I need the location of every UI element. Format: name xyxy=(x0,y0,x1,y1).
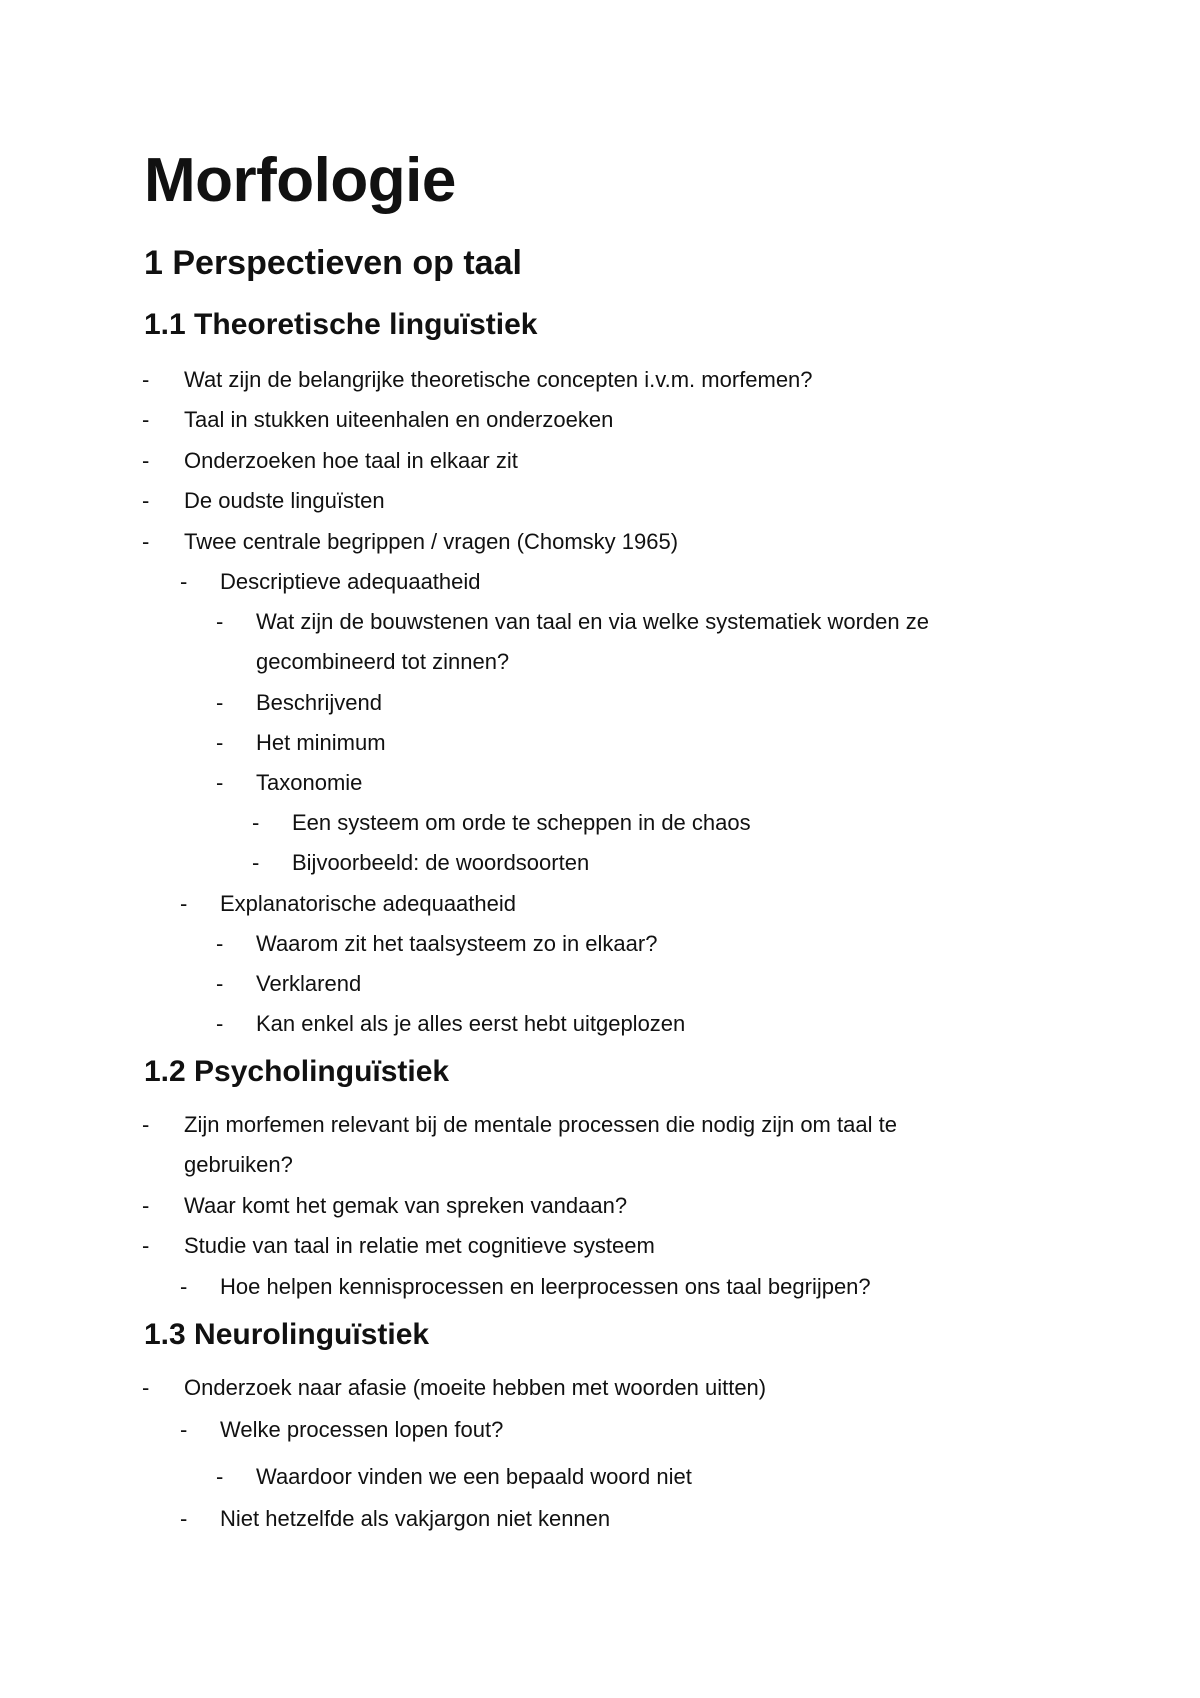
bullet-dash: - xyxy=(180,569,188,594)
bullet-dash: - xyxy=(142,1233,150,1258)
bullet-dash: - xyxy=(252,810,260,835)
list-item: Het minimum xyxy=(256,730,386,755)
list-item: Studie van taal in relatie met cognitieve systeem xyxy=(184,1233,655,1258)
list-item: De oudste linguïsten xyxy=(184,488,385,513)
bullet-dash: - xyxy=(142,407,150,432)
bullet-dash: - xyxy=(180,1417,188,1442)
list-item: Twee centrale begrippen / vragen (Chomsky 1965) xyxy=(184,529,679,554)
chapter-heading: 1 Perspectieven op taal xyxy=(144,244,522,282)
section-heading-1-3: 1.3 Neurolinguïstiek xyxy=(144,1318,430,1351)
bullet-dash: - xyxy=(180,1506,188,1531)
list-item: Verklarend xyxy=(256,971,362,996)
list-item-continuation: gecombineerd tot zinnen? xyxy=(256,649,510,674)
bullet-dash: - xyxy=(216,609,224,634)
list-item: Welke processen lopen fout? xyxy=(220,1417,504,1442)
list-item: Explanatorische adequaatheid xyxy=(220,891,517,916)
bullet-dash: - xyxy=(142,1375,150,1400)
bullet-dash: - xyxy=(216,1464,224,1489)
bullet-dash: - xyxy=(180,891,188,916)
bullet-dash: - xyxy=(142,367,150,392)
bullet-dash: - xyxy=(216,971,224,996)
bullet-dash: - xyxy=(142,448,150,473)
list-item: Hoe helpen kennisprocessen en leerprocessen ons taal begrijpen? xyxy=(220,1274,871,1299)
bullet-dash: - xyxy=(216,770,224,795)
bullet-dash: - xyxy=(142,488,150,513)
list-item: Beschrijvend xyxy=(256,690,382,715)
list-item: Waar komt het gemak van spreken vandaan? xyxy=(184,1193,628,1218)
bullet-dash: - xyxy=(142,1193,150,1218)
list-item: Zijn morfemen relevant bij de mentale processen die nodig zijn om taal te xyxy=(184,1112,897,1137)
list-item: Waarom zit het taalsysteem zo in elkaar? xyxy=(256,931,658,956)
list-item: Bijvoorbeeld: de woordsoorten xyxy=(292,850,590,875)
bullet-dash: - xyxy=(252,850,260,875)
list-item: Waardoor vinden we een bepaald woord niet xyxy=(256,1464,692,1489)
list-item: Taal in stukken uiteenhalen en onderzoeken xyxy=(184,407,614,432)
document-title: Morfologie xyxy=(144,146,456,215)
section-heading-1-2: 1.2 Psycholinguïstiek xyxy=(144,1055,450,1088)
list-item: Een systeem om orde te scheppen in de chaos xyxy=(292,810,751,835)
bullet-dash: - xyxy=(142,529,150,554)
bullet-dash: - xyxy=(216,690,224,715)
bullet-dash: - xyxy=(216,1011,224,1036)
list-item: Onderzoek naar afasie (moeite hebben met woorden uitten) xyxy=(184,1375,767,1400)
list-item: Kan enkel als je alles eerst hebt uitgeplozen xyxy=(256,1011,686,1036)
bullet-dash: - xyxy=(216,931,224,956)
list-item: Wat zijn de belangrijke theoretische concepten i.v.m. morfemen? xyxy=(184,367,813,392)
list-item: Descriptieve adequaatheid xyxy=(220,569,481,594)
bullet-dash: - xyxy=(142,1112,150,1137)
bullet-dash: - xyxy=(180,1274,188,1299)
list-item: Onderzoeken hoe taal in elkaar zit xyxy=(184,448,518,473)
bullet-dash: - xyxy=(216,730,224,755)
section-heading-1-1: 1.1 Theoretische linguïstiek xyxy=(144,308,538,341)
list-item: Wat zijn de bouwstenen van taal en via welke systematiek worden ze xyxy=(256,609,929,634)
list-item-continuation: gebruiken? xyxy=(184,1152,293,1177)
list-item: Taxonomie xyxy=(256,770,363,795)
list-item: Niet hetzelfde als vakjargon niet kennen xyxy=(220,1506,611,1531)
